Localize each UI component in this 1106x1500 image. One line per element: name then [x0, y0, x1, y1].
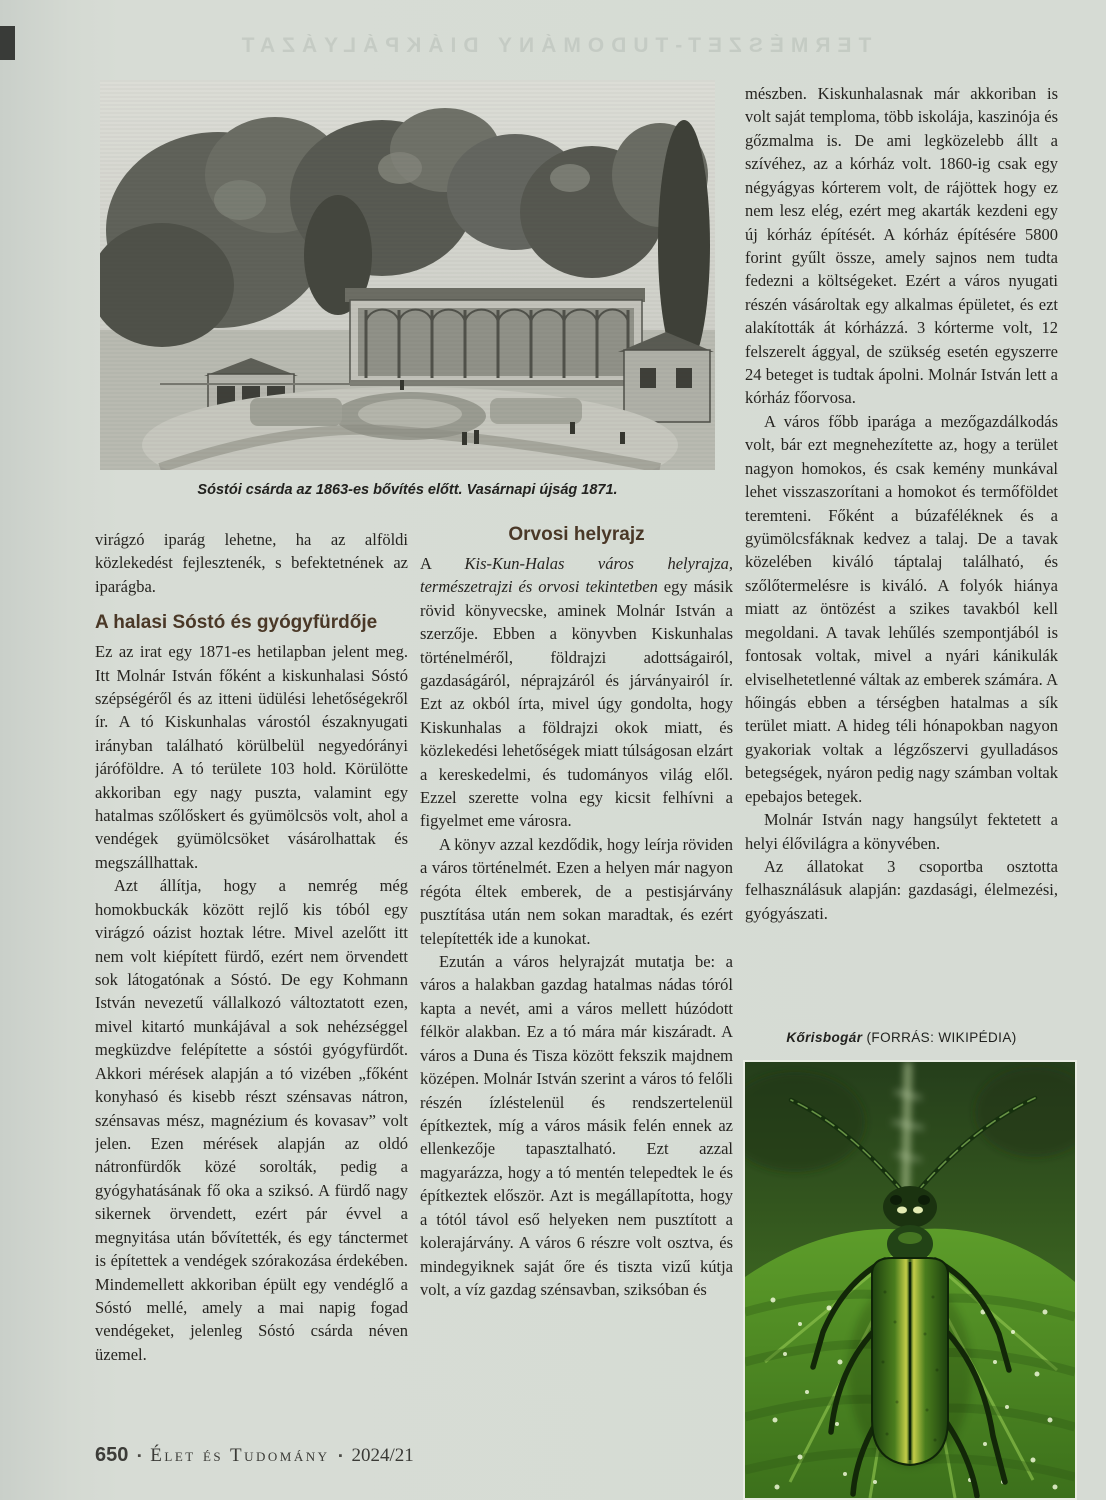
- csarda-engraving-image: [100, 80, 715, 470]
- section-heading: Orvosi helyrajz: [508, 524, 645, 545]
- issue-number: 2024/21: [351, 1445, 414, 1466]
- bleed-through-header: TERMÉSZET-TUDOMÁNY DIÁKPÁLYÁZAT: [234, 34, 872, 57]
- engraving-caption: Sóstói csárda az 1863-es bővítés előtt. Vasárnapi újság 1871.: [197, 482, 618, 498]
- paragraph: Az állatokat 3 csoportba osztotta felhasználásuk alapján: gazdasági, élelmezési, gyógyászati.: [745, 856, 1058, 923]
- magazine-name: Élet és Tudomány: [150, 1445, 330, 1466]
- scan-corner-mark: [0, 26, 15, 60]
- footer-separator-icon: ▪: [338, 1450, 343, 1462]
- beetle-caption-title: Kőrisbogár: [786, 1030, 863, 1045]
- paragraph: Ezután a város helyrajzát mutatja be: a város a halakban gazdag hatalmas nádas tóról kapta a nevét, ami a város mellett húzódott félkör alakban. Ez a tó mára már kiszáradt. A város a Duna és Tisza között fekszik majdnem középen. Molnár István szerint a város tó felőli részén ízléstelenül és rendszertelenül építkeztek, míg a város másik felén ennek az ellenkezője tapasztalható. Ezt azzal magyarázza, hogy a tó mentén telepedtek le és építkeztek először. Azt is megállapította, hogy a tótól távol eső helyeken nem pusztított a kolerajárvány. A város 6 részre volt osztva, és mindegyiknek saját őre és tiszta vizű kútja volt, a víz gazdag szénsavban, sziksóban és: [420, 952, 733, 1299]
- paragraph: A könyv azzal kezdődik, hogy leírja röviden a város történelmét. Ezen a helyen már nagyon régóta éltek emberek, de a pestisjárvány pusztítása után nem sokan maradtak, és ezért telepítették ide a kunokat.: [420, 834, 733, 948]
- page-number: 650: [95, 1444, 129, 1466]
- engraving-art: [100, 80, 715, 470]
- footer-separator-icon: ▪: [137, 1450, 142, 1462]
- beetle-caption-source: (FORRÁS: WIKIPÉDIA): [862, 1030, 1017, 1045]
- text-column-1: [95, 528, 408, 1442]
- beetle-art: [745, 1062, 1075, 1498]
- paragraph: Ez az irat egy 1871-es hetilapban jelent meg. Itt Molnár István főként a kiskunhalasi Sóstó szépségéről és az itteni üdülési lehetőségekről ír. A tó Kiskunhalas várostól északnyugati irányban található körülbelül negyedórányi járóföldre. A tó területe 103 hold. Körülötte akkoriban egy nagy puszta, valamint egy hatalmas szőlőskert és gyümölcsös volt, ahol a vendégek gyümölcsöket vásárolhattak és megszállhattak.: [95, 642, 408, 872]
- page-footer: [95, 1444, 414, 1467]
- paragraph: virágzó iparág lehetne, ha az alföldi közlekedést fejlesztenék, s befektetnének az iparágba.: [95, 530, 408, 596]
- text-column-3: [745, 82, 1058, 1014]
- paragraph: A Kis-Kun-Halas város helyrajza, természetrajzi és orvosi tekintetben egy másik rövid könyvecske, aminek Molnár István a szerzője. Ebben a könyvben Kiskunhalas történelméről, földrajzi adottságairól, gazdaságáról, néprajzáról és járványairól ír. Ezt az okból írta, mivel úgy gondolta, hogy Kiskunhalas a földrajzi okok miatt, és közlekedési lehetőségek miatt túlságosan elzárt a kereskedelmi, és tudományos világ elől. Ezzel szerette volna egy kicsit felhívni a figyelmet eme városra.: [420, 553, 733, 831]
- section-heading: A halasi Sóstó és gyógyfürdője: [95, 612, 378, 634]
- text-column-2: [420, 524, 733, 1442]
- beetle-photo: [745, 1062, 1075, 1498]
- paragraph: Azt állítja, hogy a nemrég még homokbuckák között rejlő kis tóból egy virágzó oázist hoztak létre. Mivel azelőtt itt nem volt kiépített fürdő, ezért nem örvendett sok látogatónak a Sóstó. De egy Kohmann István nevezetű vállalkozó változtatott ezen, mivel kitartó munkájával a sok nehézséggel megküzdve felépítette a sóstói gyógyfürdőt. Akkori mérések alapján a tó vizében „főként konyhasó és kisebb részt szénsavas nátron, szénsavas mész, magnézium és kovasav” volt jelen. Ezen mérések alapján az oldó nátronfürdők közé sorolták, pedig a gyógyhatásának fő oka a sziksó. A fürdő nagy sikernek örvendett, ezért pár évvel a megnyitása után bővítették, és egy tánctermet is építettek a vendégek szórakozása érdekében. Mindemellett akkoriban épült egy vendéglő a Sóstó mellé, amely a mai napig fogad vendégeket, jelenleg Sóstó csárda néven üzemel.: [95, 876, 408, 1364]
- paragraph: Molnár István nagy hangsúlyt fektetett a helyi élővilágra a könyvében.: [745, 810, 1058, 853]
- beetle-caption: [745, 1030, 1058, 1045]
- paragraph: mészben. Kiskunhalasnak már akkoriban is volt saját temploma, több iskolája, kaszinója és gőzmalma is. De ami legközelebb állt a szívéhez, az a kórház volt. 1860-ig csak egy négyágyas kórterem volt, de rájöttek hogy ez nem lesz elég, ezért meg akarták kezdeni egy új kórház építését. A kórház építésére 5800 forint gyűlt össze, amely sajnos nem tudta fedezni a költségeket. Ezért a város nyugati részén vásároltak egy alkalmas épületet, és ezt alakították át kórházzá. 3 kórterme volt, 12 felszerelt ággyal, de szükség esetén egyszerre 24 beteget is tudtak ápolni. Molnár István lett a kórház főorvosa.: [745, 84, 1058, 408]
- paragraph: A város főbb iparága a mezőgazdálkodás volt, bár ezt megnehezítette az, hogy a terület nagyon homokos, és csak kemény munkával lehet visszaszorítani a homokot és termőföldet teremteni. Főként a búzaféléknek és a gyümölcsfáknak kedvez a talaj. De a tavak közelében kiváló táptalaj található, és szőlőtermelésre is kiváló. A folyók hiánya miatt az öntözést a szikes tavakból kell megoldani. A tavak lehűlés szempontjából is fontosak voltak, mivel a nyári kánikulák elviselhetetlenné váltak az emberek számára. A hőingás ebben a térségben hatalmas a sík terület miatt. A hideg téli hónapokban nagyon gyakoriak voltak a légzőszervi gyulladásos betegségek, nyáron pedig nagy számban voltak epebajos betegek.: [745, 411, 1058, 806]
